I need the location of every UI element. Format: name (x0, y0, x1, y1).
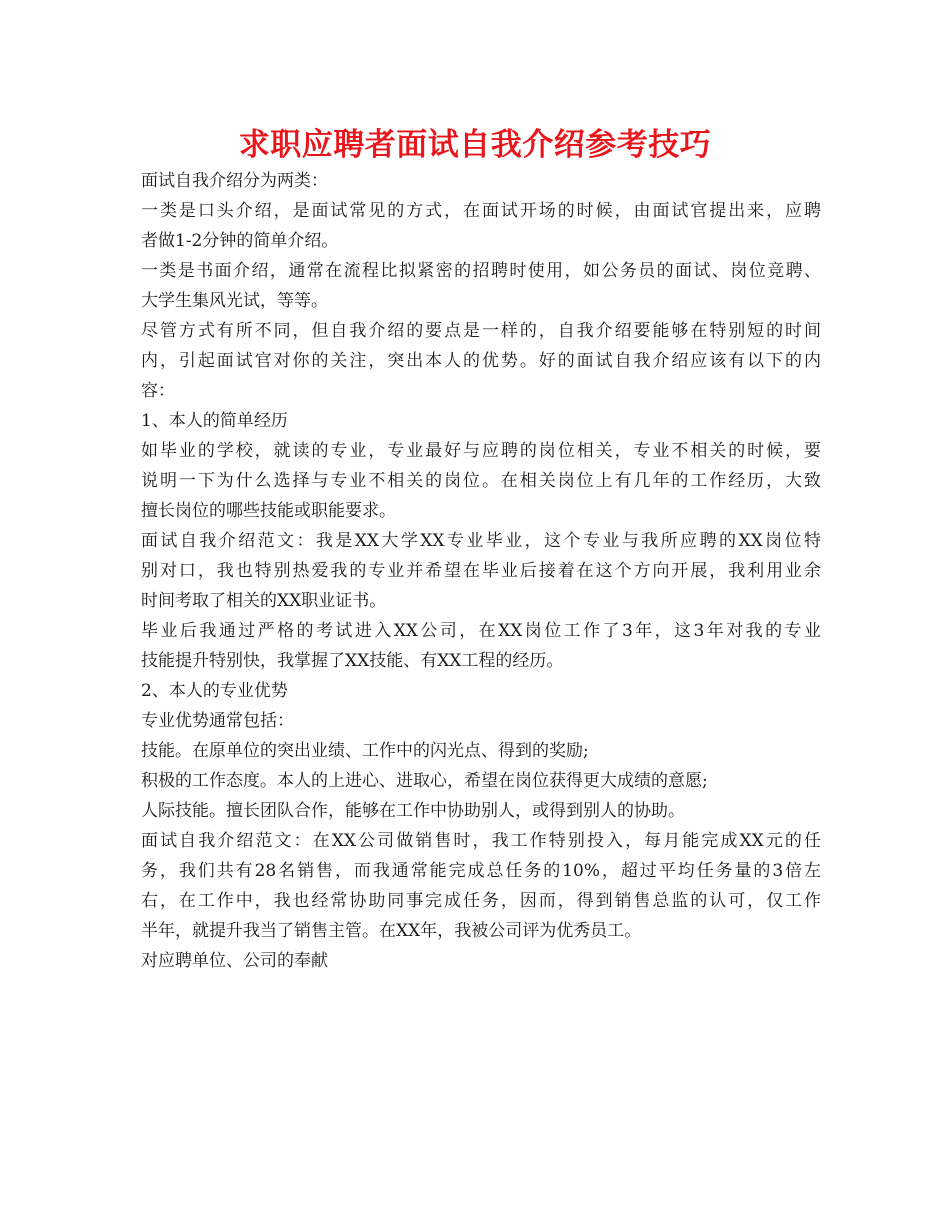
paragraph-line: 技能。在原单位的突出业绩、工作中的闪光点、得到的奖励; (141, 741, 589, 761)
paragraph-line: 面试自我介绍范文：我是XX大学XX专业毕业，这个专业与我所应聘的XX岗位特 (141, 531, 821, 551)
paragraph-line: 尽管方式有所不同，但自我介绍的要点是一样的，自我介绍要能够在特别短的时间 (141, 321, 821, 341)
paragraph-line: 擅长岗位的哪些技能或职能要求。 (141, 501, 396, 521)
paragraph-line: 者做1-2分钟的简单介绍。 (141, 231, 339, 251)
paragraph-line: 面试自我介绍范文：在XX公司做销售时，我工作特别投入，每月能完成XX元的任 (141, 831, 821, 851)
paragraph-line: 对应聘单位、公司的奉献 (141, 951, 328, 971)
paragraph-line: 时间考取了相关的XX职业证书。 (141, 591, 387, 611)
paragraph-line: 技能提升特别快，我掌握了XX技能、有XX工程的经历。 (141, 651, 564, 671)
paragraph-line: 内，引起面试官对你的关注，突出本人的优势。好的面试自我介绍应该有以下的内 (141, 351, 821, 371)
paragraph-line: 务，我们共有28名销售，而我通常能完成总任务的10%，超过平均任务量的3倍左 (141, 861, 821, 881)
paragraph-line: 别对口，我也特别热爱我的专业并希望在毕业后接着在这个方向开展，我利用业余 (141, 561, 821, 581)
paragraph-line: 半年，就提升我当了销售主管。在XX年，我被公司评为优秀员工。 (141, 921, 642, 941)
paragraph-line: 一类是书面介绍，通常在流程比拟紧密的招聘时使用，如公务员的面试、岗位竞聘、 (141, 261, 821, 281)
document-title: 求职应聘者面试自我介绍参考技巧 (238, 127, 712, 163)
paragraph-line: 如毕业的学校，就读的专业，专业最好与应聘的岗位相关，专业不相关的时候，要 (141, 441, 821, 461)
document-body (141, 166, 821, 976)
paragraph-line: 一类是口头介绍，是面试常见的方式，在面试开场的时候，由面试官提出来，应聘 (141, 201, 821, 221)
paragraph-line: 面试自我介绍分为两类： (141, 171, 328, 191)
paragraph-line: 积极的工作态度。本人的上进心、进取心，希望在岗位获得更大成绩的意愿; (141, 771, 708, 791)
section-heading: 2、本人的专业优势 (141, 681, 288, 701)
paragraph-line: 人际技能。擅长团队合作，能够在工作中协助别人，或得到别人的协助。 (141, 801, 685, 821)
paragraph-line: 专业优势通常包括： (141, 711, 294, 731)
paragraph-line: 容： (141, 381, 175, 401)
paragraph-line: 说明一下为什么选择与专业不相关的岗位。在相关岗位上有几年的工作经历，大致 (141, 471, 821, 491)
paragraph-line: 右，在工作中，我也经常协助同事完成任务，因而，得到销售总监的认可，仅工作 (141, 891, 821, 911)
paragraph-line: 大学生集风光试，等等。 (141, 291, 328, 311)
paragraph-line: 毕业后我通过严格的考试进入XX公司，在XX岗位工作了3年，这3年对我的专业 (141, 621, 821, 641)
section-heading: 1、本人的简单经历 (141, 411, 288, 431)
